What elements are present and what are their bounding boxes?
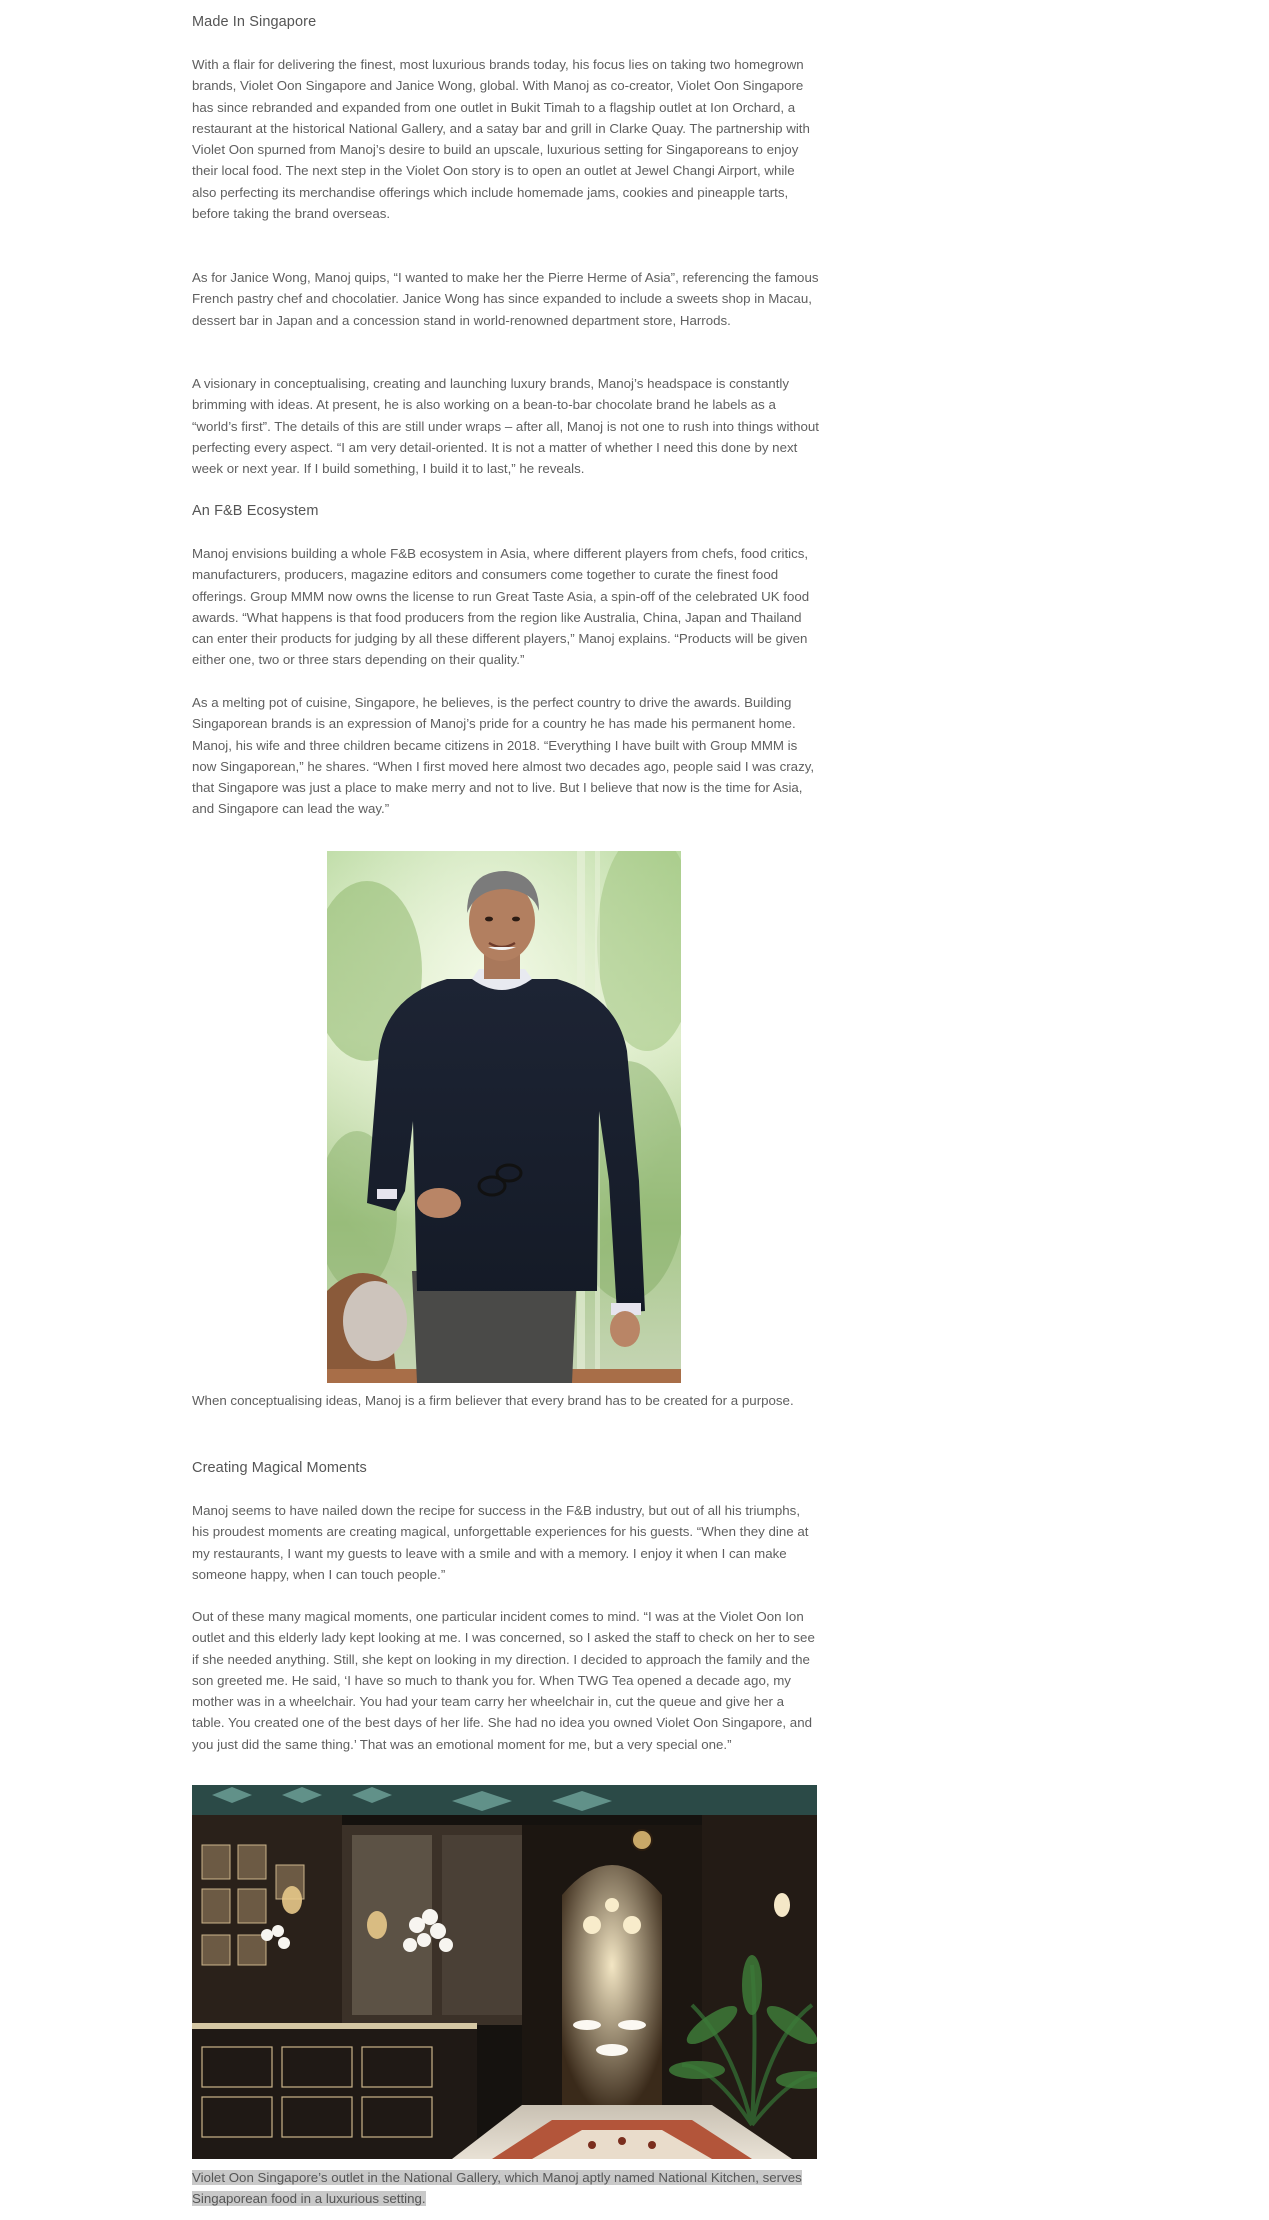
section-heading-magical-moments: Creating Magical Moments xyxy=(192,1460,367,1476)
paragraph: With a flair for delivering the finest, most luxurious brands today, his focus lies on taking two homegrown brands, Violet Oon Singapore and Janice Wong, global. With Manoj as co-creator, Violet Oon Singapore has since rebranded and expanded from one outlet in Bukit Timah to a flagship outlet at Ion Orchard, a restaurant at the historical National Gallery, and a satay bar and grill in Clarke Quay. The partnership with Violet Oon spurned from Manoj’s desire to build an upscale, luxurious setting for Singaporeans to enjoy their local food. The next step in the Violet Oon story is to open an outlet at Jewel Changi Airport, while also perfecting its merchandise offerings which include homemade jams, cookies and pineapple tarts, before taking the brand overseas. xyxy=(192,57,810,222)
paragraph: A visionary in conceptualising, creating and launching luxury brands, Manoj’s headspace is constantly brimming with ideas. At present, he is also working on a bean-to-bar chocolate brand he labels as a “world’s first”. The details of this are still under wraps – after all, Manoj is not one to rush into things without perfecting every aspect. “I am very detail-oriented. It is not a matter of whether I need this done by next week or next year. If I build something, I build it to last,” he reveals. xyxy=(192,376,819,477)
restaurant-interior-image xyxy=(192,1785,817,2159)
paragraph: Out of these many magical moments, one particular incident comes to mind. “I was at the Violet Oon Ion outlet and this elderly lady kept looking at me. I was concerned, so I asked the staff to check on her to see if she needed anything. Still, she kept on looking in my direction. I decided to approach the family and the son greeted me. He said, ‘I have so much to thank you for. When TWG Tea opened a decade ago, my mother was in a wheelchair. You had your team carry her wheelchair in, cut the queue and give her a table. You created one of the best days of her life. She had no idea you owned Violet Oon Singapore, and you just did the same thing.’ That was an emotional moment for me, but a very special one.” xyxy=(192,1609,815,1752)
paragraph: As for Janice Wong, Manoj quips, “I wanted to make her the Pierre Herme of Asia”, referencing the famous French pastry chef and chocolatier. Janice Wong has since expanded to include a sweets shop in Macau, dessert bar in Japan and a concession stand in world-renowned department store, Harrods. xyxy=(192,270,819,328)
portrait-photo[interactable] xyxy=(327,851,681,1383)
selected-caption-text: Violet Oon Singapore’s outlet in the National Gallery, which Manoj aptly named National Kitchen, serves Singaporean food in a luxurious setting. xyxy=(192,2170,802,2207)
paragraph: Manoj envisions building a whole F&B ecosystem in Asia, where different players from chefs, food critics, manufacturers, producers, magazine editors and consumers come together to curate the finest food offerings. Group MMM now owns the license to run Great Taste Asia, a spin-off of the celebrated UK food awards. “What happens is that food producers from the region like Australia, China, Japan and Thailand can enter their products for judging by all these different players,” Manoj explains. “Products will be given either one, two or three stars depending on their quality.” xyxy=(192,546,810,668)
section-heading-fb-ecosystem: An F&B Ecosystem xyxy=(192,503,319,519)
man-in-navy-sweater-image xyxy=(327,851,681,1383)
paragraph: Manoj seems to have nailed down the recipe for success in the F&B industry, but out of all his triumphs, his proudest moments are creating magical, unforgettable experiences for his guests. “When they dine at my restaurants, I want my guests to leave with a smile and with a memory. I enjoy it when I can make someone happy, when I can touch people.” xyxy=(192,1503,809,1582)
interior-photo[interactable] xyxy=(192,1785,817,2159)
section-heading-made-in-singapore: Made In Singapore xyxy=(192,14,317,30)
image-caption-selected xyxy=(192,2167,820,2210)
image-caption: When conceptualising ideas, Manoj is a firm believer that every brand has to be created for a purpose. xyxy=(192,1393,794,1408)
paragraph: As a melting pot of cuisine, Singapore, he believes, is the perfect country to drive the awards. Building Singaporean brands is an expression of Manoj’s pride for a country he has made his permanent home. Manoj, his wife and three children became citizens in 2018. “Everything I have built with Group MMM is now Singaporean,” he shares. “When I first moved here almost two decades ago, people said I was crazy, that Singapore was just a place to make merry and not to live. But I believe that now is the time for Asia, and Singapore can lead the way.” xyxy=(192,695,815,817)
